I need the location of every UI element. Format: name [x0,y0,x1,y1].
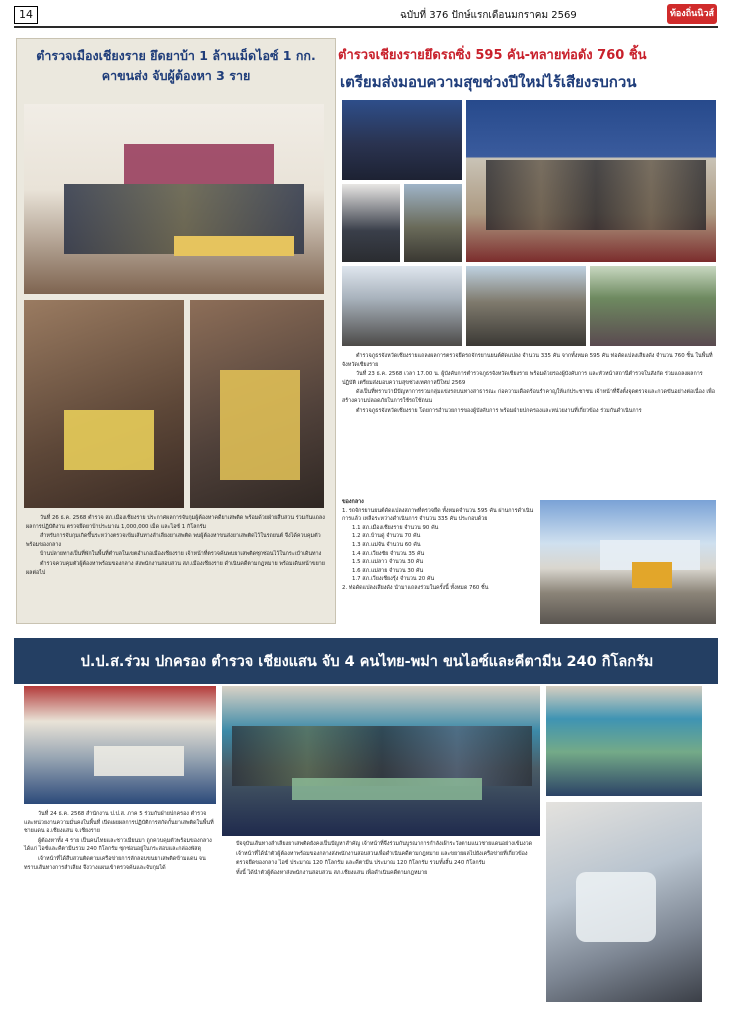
right-story-headline-line1: ตำรวจเชียงรายยึดรถซิ่ง 595 คัน-ทลายท่อดัง 760 ชิ้น [338,48,647,63]
left-story-body [26,514,326,578]
left-story-headline: ตำรวจเมืองเชียงราย ยึดยาบ้า 1 ล้านเม็ดไอซ์ 1 กก. คาขนส่ง จับผู้ต้องหา 3 ราย [36,48,316,83]
header-rule [14,26,718,28]
list-title: ของกลาง [342,499,364,505]
paragraph: สำหรับการจับกุมเกิดขึ้นระหว่างตรวจเข้มเส้นทางลำเลียงยาเสพติด พบผู้ต้องหาขนส่งยาเสพติดไว้ในรถยนต์ จึงได้ควบคุมตัวพร้อมของกลาง [26,533,321,548]
paragraph: วันที่ 23 ธ.ค. 2568 เวลา 17.00 น. ผู้บังคับการตำรวจภูธรจังหวัดเชียงราย พร้อมด้วยรองผู้บังคับการ และหัวหน้าสถานีตำรวจในสังกัด ร่วมแถลงผลการปฏิบัติ เตรียมส่งมอบความสุขช่วงเทศกาลปีใหม่ 2569 [342,371,703,386]
photo-press-conference [342,100,462,180]
list-outro: 2. ท่อดัดแปลงเสียงดัง นำมาแถลงร่วมในครั้งนี้ ทั้งหมด 760 ชิ้น [342,584,489,591]
paragraph: ปัจจุบันเส้นทางลำเลียงยาเสพติดยังคงเป็นปัญหาสำคัญ เจ้าหน้าที่จึงร่วมกันบูรณาการกำลังเฝ้าระวังตามแนวชายแดนอย่างเข้มงวด [236,841,533,847]
photo-pipe-destruction [540,500,716,624]
paragraph: เจ้าหน้าที่ได้นำตัวผู้ต้องหาพร้อมของกลางส่งพนักงานสอบสวนเพื่อดำเนินคดีตามกฎหมาย และขยายผลไปยังเครือข่ายที่เกี่ยวข้อง [236,850,528,857]
list-intro: 1. รถจักรยานยนต์ดัดแปลงสภาพที่ตรวจยึด ทั้งหมดจำนวน 595 คัน ผ่านการดำเนินการแล้ว เหลือระหว่างดำเนินการ จำนวน 335 คัน ประกอบด้วย [342,507,534,523]
photo-seized-packs [546,686,702,796]
photo-drug-bags-table [24,686,216,804]
photo-evidence-weighing [546,802,702,1002]
photo-police-lineup [24,104,324,294]
list-item: 1.2 สภ.บ้านดู่ จำนวน 70 คัน [352,533,421,540]
paragraph: ผู้ต้องหาทั้ง 4 ราย เป็นคนไทยและชาวเมียนมา ถูกควบคุมตัวพร้อมของกลาง ได้แก่ ไอซ์และคีตามีนรวม 240 กิโลกรัม ซุกซ่อนอยู่ในกระสอบและกล่องพัสดุ [24,837,212,853]
photo-motorbike-inspection [404,184,462,262]
list-item: 1.3 สภ.แม่จัน จำนวน 60 คัน [352,541,421,548]
paragraph: ตรวจยึดของกลาง ไอซ์ ประมาณ 120 กิโลกรัม และคีตามีน ประมาณ 120 กิโลกรัม รวมทั้งสิ้น 240 กิโลกรัม [236,860,486,867]
photo-officer-motorbike [342,184,400,262]
list-item: 1.5 สภ.แม่ลาว จำนวน 30 คัน [352,559,424,566]
paragraph: ทั้งนี้ ได้นำตัวผู้ต้องหาส่งพนักงานสอบสวน สภ.เชียงแสน เพื่อดำเนินคดีตามกฎหมาย [236,869,428,876]
photo-suspects-lineup [222,686,540,836]
list-item: 1.7 สภ.เวียงเชียงรุ้ง จำนวน 20 คัน [352,576,435,583]
paragraph: ดังเป็นที่ทราบว่ามีปัญหาการรวมกลุ่มแข่งรถบนทางสาธารณะ ก่อความเดือดร้อนรำคาญให้แก่ประชาชน เจ้าหน้าที่จึงตั้งจุดตรวจและกวดขันอย่างต่อเนื่อง เพื่อสร้างความปลอดภัยในการใช้รถใช้ถนน [342,389,715,404]
list-item: 1.4 สภ.เวียงชัย จำนวน 35 คัน [352,550,425,557]
paragraph: วันที่ 24 ธ.ค. 2568 สำนักงาน ป.ป.ส. ภาค 5 ร่วมกับฝ่ายปกครอง ตำรวจ และหน่วยงานความมั่นคงในพื้นที่ เปิดเผยผลการปฏิบัติการสกัดกั้นยาเสพติดในพื้นที่ชายแดน อ.เชียงแสน จ.เชียงราย [24,811,214,835]
paragraph: ตำรวจภูธรจังหวัดเชียงรายแถลงผลการตรวจยึดรถจักรยานยนต์ดัดแปลง จำนวน 335 คัน จากทั้งหมด 595 คัน ท่อดัดแปลงเสียงดัง จำนวน 760 ชิ้น ในพื้นที่จังหวัดเชียงราย [342,353,713,368]
photo-seized-bikes-3 [590,266,716,346]
paragraph: ตำรวจภูธรจังหวัดเชียงราย โดยการอำนวยการของผู้บังคับการ พร้อมฝ่ายปกครองและหน่วยงานที่เกี่ยวข้อง ร่วมกันดำเนินการ [356,407,642,414]
photo-seized-bikes-1 [342,266,462,346]
bottom-story-body-mid [222,840,540,878]
bottom-story-headline: ป.ป.ส.ร่วม ปกครอง ตำรวจ เชียงแสน จับ 4 คนไทย-พม่า ขนไอซ์และคีตามีน 240 กิโลกรัม [80,654,654,670]
paragraph: ตำรวจควบคุมตัวผู้ต้องหาพร้อมของกลาง ส่งพนักงานสอบสวน สภ.เมืองเชียงราย ดำเนินคดีตามกฎหมาย พร้อมเดินหน้าขยายผลต่อไป [26,560,325,576]
newspaper-logo: ท้องถิ่นนิวส์ [667,4,717,24]
bottom-story-body-left [24,810,216,873]
paragraph: วันที่ 26 ธ.ค. 2568 ตำรวจ สภ.เมืองเชียงราย ประกาศผลการจับกุมผู้ต้องหาคดียาเสพติด พร้อมด้วยฝ่ายสืบสวน ร่วมกันแถลงผลการปฏิบัติงาน ตรวจยึดยาบ้าประมาณ 1,000,000 เม็ด และไอซ์ 1 กิโลกรัม [26,515,325,530]
issue-line: ฉบับที่ 376 ปักษ์แรกเดือนมกราคม 2569 [400,10,577,21]
list-item: 1.6 สภ.แม่สาย จำนวน 30 คัน [352,567,424,574]
paragraph: เจ้าหน้าที่ได้สืบสวนติดตามเครือข่ายการลักลอบขนยาเสพติดข้ามแดน จนทราบเส้นทางการลำเลียง จึงวางแผนเข้าตรวจค้นและจับกุมได้ [24,855,206,871]
right-story-headline-line2: เตรียมส่งมอบความสุขช่วงปีใหม่ไร้เสียงรบกวน [340,73,637,91]
photo-commander-speech [466,100,716,262]
right-story-body [342,352,716,416]
photo-seized-bikes-2 [466,266,586,346]
seized-items-list [342,498,538,593]
list-item: 1.1 สภ.เมืองเชียงราย จำนวน 90 คัน [352,524,439,531]
photo-suitcase-drugs-1 [24,300,184,508]
page-number: 14 [14,6,38,24]
photo-suitcase-drugs-2 [190,300,324,508]
paragraph: บ้านปลายทางเป็นที่พักในพื้นที่ตำบลในเขตอำเภอเมืองเชียงราย เจ้าหน้าที่ตรวจค้นพบยาเสพติดซุกซ่อนไว้ในกระเป๋าเดินทาง [40,551,322,558]
